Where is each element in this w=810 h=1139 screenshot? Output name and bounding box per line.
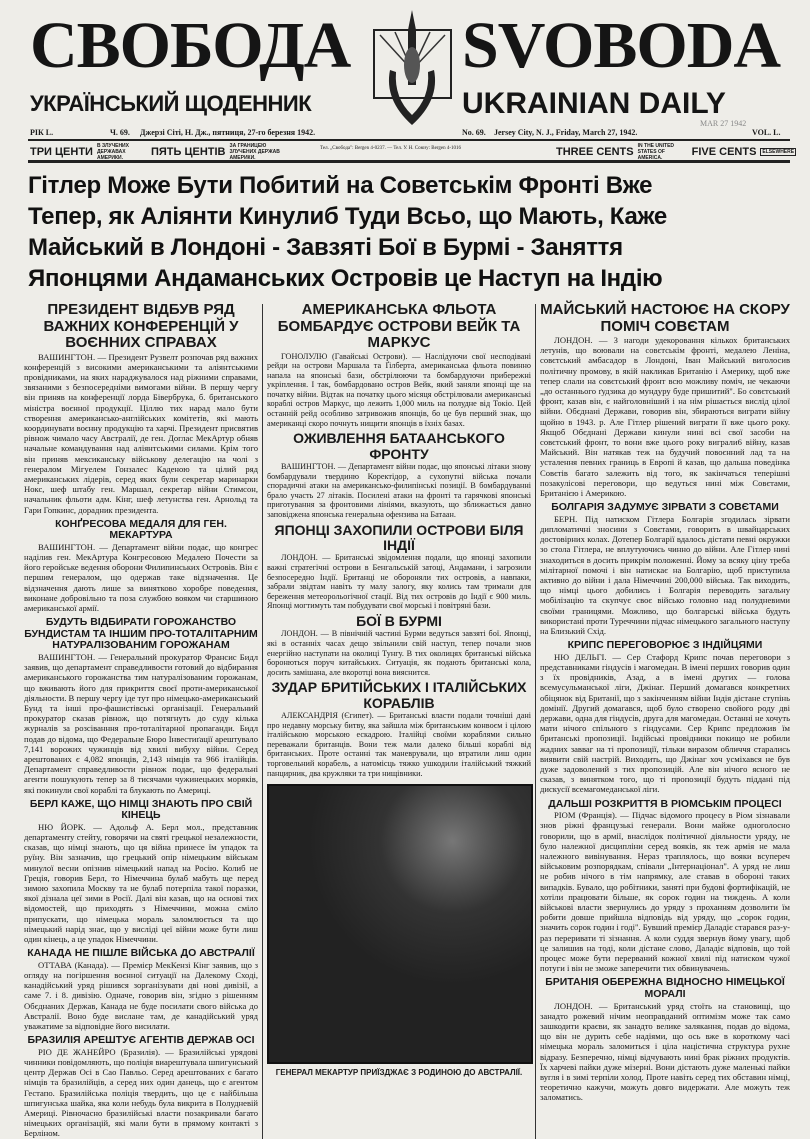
article-body: ЛОНДОН. — В північній частині Бурми ведуться завзяті бої. Японці, які в останніх часах дещо звільнили свій наступ, тепер почали знов енергійно наступати на околиці Тунгу. В тих околицях британські війська боронються поруч китайських. Ситуація, як подають британські кола, досить замішана, але вкоротці вона вияснится. xyxy=(267,629,531,677)
main-headline xyxy=(0,170,800,294)
article-headline: КОНҐРЕСОВА МЕДАЛЯ ДЛЯ ГЕН. МЕКАРТУРА xyxy=(55,517,227,542)
main-headline-line-2: Тепер, як Аліянти Кинулиб Туди Всьо, що Мають, Каже xyxy=(28,203,667,230)
article-body: ГОНОЛУЛЮ (Гавайські Острови). — Наслідуючи свої несподівані рейди на острови Маршала та Ґілберта, американська фльота повинно напала на японські бази, обстрілюючи та бомбардуючи прибережні укріплення. І так, бомбардовано остров Вейк, який заняли японці ще на початку війни. Відтак на початку цього місяця обстрілювали американські кораблі остров Маркус, що лежить 1,000 миль на полудне від Токіо. Цей останній рейд особливо затривожив японців, бо це був перший знак, що американці скоро почнуть нищити японців в їхніх базах. xyxy=(267,351,531,428)
date-en: Jersey City, N. J., Friday, March 27, 1942. xyxy=(494,128,638,137)
price-uk-2-note: ЗА ГРАНИЦЕЮ ЗЛУЧЕНИХ ДЕРЖАВ АМЕРИКИ. xyxy=(229,143,280,161)
article-body: РІОМ (Франція). — Підчас відомого процесу в Ріом зізнавали знов ріжні французькі генерали. Вони майже одноголосно говорили, що в армії, внаслідок політичної діяльности уряду, не було належної дисципліни серед вояків, як теж армія не мала належного вивінування. Нераз траплялось, що вояки всупереч військовим розпорядкам, співали „Інтернаціонал". А уряд не лиш не робив нічого в тім напрямку, але ставав в обороні таких випадків. Бувало, що робітники, заняті при будові фортифікацій, не хотіли працювати більше, як сорок годин на тиждень. А коли військові власти звернулись до уряду з проханням дозволити їм робити довше прийшла відповідь від уряду, що „сорок годин, значить сорок годин і годі". Бувший премієр Даладіє старався раз-у-раз переривати ті зізнання. А коли суддя звернув йому увагу, щоб це залишив на тоді, коли дістане слово, Даладіє відповів, що той процес може бути перерваний кожної хвилі під натиском чужої потуги і він не зможе заперечити тих обвинувачень. xyxy=(540,810,790,974)
year-label: РІК L. xyxy=(30,128,54,137)
masthead-subtitle-english: UKRAINIAN DAILY xyxy=(462,87,726,120)
price-bar-uk xyxy=(30,143,294,161)
column-divider xyxy=(535,304,536,1139)
columns xyxy=(0,302,810,1139)
article xyxy=(540,640,790,794)
price-en-1-note: IN THE UNITED STATES OF AMERICA. xyxy=(637,143,675,161)
masthead-title-ukrainian: СВОБОДА xyxy=(30,9,351,82)
price-uk-1: ТРИ ЦЕНТИ xyxy=(30,146,93,158)
price-en-2: FIVE CENTS xyxy=(691,146,757,158)
article-body: ВАШИНГТОН. — Генеральний прокуратор Франсис Бидл заявив, що департамент справедливости готовий до відбирання американського горожанства тим натуралізованим горожанам, що вживають його для прикриття своєї проти-американської діяльности. В першу чергу іде тут про німецько-американський Бунд та інші про-фашистівські організації. Генеральний прокуратор сказав рівнож, що потягнуть до суду кілька журналів за розсіванння про-тоталітарної пропаганди. Бидл подав до відома, що Федеральне Бюро Інвестиґації арештувало 7,141 ворожих чужинців від хвилі вибуху війни. Серед арештованих є 4,082 японців, 2,143 німців та 966 італійців. Департамент справедливости рівнож подає, що федеральні агенти пошукують тепер за 8 тисячами чужинецьких моряків, які покинули свої кораблі та блукають по Америці. xyxy=(24,651,258,795)
article xyxy=(24,1035,258,1138)
article xyxy=(267,523,531,611)
column-divider xyxy=(262,304,263,1139)
left-column xyxy=(24,302,258,1139)
article-headline: БОЛГАРІЯ ЗАДУМУЄ ЗІРВАТИ З СОВЄТАМИ xyxy=(551,501,779,514)
article-body: НЮ ЙОРК. — Адольф А. Берл мол., представник департаменту стейту, говорячи на святі грецької незалежности, сказав, що німці знають, що ця війна принесе їм упадок та руїну. Він зазначив, що грецький опір німецьким військам минулої весни опізнив німецький напад на Росію. Колиб не Греція, говорив Берл, то Німеччина булаб мабуть ще перед зимою захопила Москву та не булаб потерпіла такої поразки, якої дізнала цеї зими в Росії. Далі він казав, що на основі тих відомостей, що приходять з Німеччини, можна сміло припускати, що німецька мораль заломлюється та що німецький нарід знає, що у висліді цеї війни може бути лиш один кінець, а це упадок Німеччини. xyxy=(24,821,258,945)
price-en-2-note: ELSEWHERE xyxy=(762,149,795,155)
article xyxy=(267,302,531,428)
article-body: ЛОНДОН. — Британські звідомлення подали, що японці захопили важні стратегічні острови в Бенгальській затоці, Андамани, і загрозили безпосередно Індії. Британці не обороняли тих островів, а навпаки, забрали звідтам навіть ту малу залогу, яку колись там тримали для береження метеорольогічної стації. Від тих островів до Індії є 900 миль. Японці могтимуть там побудувати свої морські і повітряні бази. xyxy=(267,553,531,611)
article-headline: АМЕРИКАНСЬКА ФЛЬОТА БОМБАРДУЄ ОСТРОВИ ВЕЙК ТА МАРКУС xyxy=(277,301,521,351)
article xyxy=(540,302,790,498)
article-headline: ОЖИВЛЕННЯ БАТААНСЬКОГО ФРОНТУ xyxy=(293,430,505,462)
article xyxy=(540,799,790,974)
date-uk: Джерзі Сіті, Н. Дж., пятниця, 27-го березня 1942. xyxy=(140,128,316,137)
article-headline: КРИПС ПЕРЕГОВОРЮЄ З ІНДІЙЦЯМИ xyxy=(567,639,763,652)
article-body: БЕРН. Під натиском Гітлера Болгарія згодилась зірвати дипломатичні зносини з Совєтами, говорить в швайцарських достовірних колах. Дотепер Болгарії вдалось дістати певні окружки зо стола Гітлера, не вплутуючись чинно до війни. Але Гітлер нині знаходиться в досить прикрім положенні. Йому за всяку ціну треба мілітарної помочі і він натискає на Болгарію, щоб приступила активно до війни і дала Німеччині 200,000 війська. Так виходить, що німці цього добились і Болгарія переводить загальну мобілізацію та скупчує своє військо головно над полудневими своїми границями. Можливо, що болгарські війська будуть використані проти Туреччини підчас німецького загального наступу на Близький Схід. xyxy=(540,513,790,637)
article-headline: ЯПОНЦІ ЗАХОПИЛИ ОСТРОВИ БІЛЯ ІНДІЇ xyxy=(274,521,524,553)
article-body: ОТТАВА (Канада). — Премієр МекКензі Кінг заявив, що з огляду на погіршення воєнної ситуації на Далекому Сході, канадійський уряд рішився зорганізувати дві нові дивізії, а саме 7. і 8. дивізію. Одначе, говорив він, згідно з рішенням Обєднаних Держав, Канада не буде посилати свого війська до Австралії. Воно буде вислане там, де канадійський уряд уважатиме за відповідне його висилати. xyxy=(24,959,258,1032)
article-headline: ДАЛЬШІ РОЗКРИТТЯ В РІОМСЬКІМ ПРОЦЕСІ xyxy=(548,797,782,810)
article-body: ВАШИНГТОН. — Департамент війни подає, що японські літаки знову бомбардували твердиню Коректідор, а сухопутні війська почали спорадичні атаки на американсько-филипінські позиції. В бомбардуванні брало участь 27 літаків. Посилені атаки на фронті та гарячкові японські приготування за фронтовими лініями, вказують, що зближається давно заповіджена японська генеральна офензива на Батаан. xyxy=(267,462,531,519)
price-uk-1-note: В ЗЛУЧЕНИХ ДЕРЖАВАХ АМЕРИКИ. xyxy=(96,143,129,161)
article xyxy=(267,680,531,778)
article-body: АЛЕКСАНДРІЯ (Єгипет). — Британські власти подали точніші дані про недавну морську битву, яка зайшла між британським конвоєм і цілою італійською морською ескадрою. Італійці своїми кораблями сильно переважали британців. Вони теж мали далеко більші кораблі від британських. Проте останні так маневрували, що втратили лиш один торговельний корабель, а натомісць тяжко ушкодили італійський тяжкий панцирник, два кружляки та три нищівники. xyxy=(267,711,531,778)
article-headline: БОЇ В БУРМІ xyxy=(356,612,442,629)
article xyxy=(24,519,258,614)
phone-numbers: Тел. „Свобода": Bergen 4-0237. — Тел. У. Н. Союзу: Bergen 4-1016 xyxy=(320,146,462,151)
article-body: НЮ ДЕЛЬГІ. — Сер Стафорд Крипс почав переговори з представниками гіндусів і магомедан. В імені перших говорив один з їх провідників, Азад, а в імені других — голова всемусульманської ліги, Джінаг. Перший домагався конкретних обіцянок від Британії, що з закінченням війни Індія дістане ступінь домінії. Другий домагався, щоб було створено свойого роду дві держави, одна для гіндусів, друга для магомедан. Останні не хочуть мати нічого спільного з гіндусами. Сер Крипс предложив їм британські пропозиції. Індійські провідники покищо не робили жадних завваг на ті пропозиції, тільки виразом обличчя старались виявити свій настрій. Виходить, що Джінаг хоч усміхався не був дуже задоволений з тих пропозицій. Але він нічого ясного не сказав, з винятком того, що ті пропозиції будуть піддані під дискусії всемагомеданської ліги. xyxy=(540,651,790,795)
masthead-title-latin: SVOBODA xyxy=(462,9,781,82)
article-body: ЛОНДОН. — Британський уряд стоїть на становищі, що занадто рожевий нічим неоправданий оптимізм може так само зашкодити краєви, як занадто велике залякання, подав до відома, що він не дурить себе надіями, що ось вже в короткому часі німецька мораль заломиться і ціла націстична структура рухне відразу. Безперечно, німці відчувають нині брак ріжних продуктів. Їх харчеві пайки дуже мізерні. Вони дістають дуже маленькі пайки вугля і в зимі терпіли холод. Проте навіть серед тих обставин німці, теоретично кажучи, можуть довго видержати. Але можуть теж заломатись. xyxy=(540,1000,790,1103)
right-column xyxy=(540,302,790,1139)
price-en-1: THREE CENTS xyxy=(556,146,634,158)
page-body xyxy=(0,170,810,1139)
article-headline: БЕРЛ КАЖЕ, ЩО НІМЦІ ЗНАЮТЬ ПРО СВІЙ КІНЕЦЬ xyxy=(29,797,253,822)
article xyxy=(24,948,258,1031)
photo-caption: ГЕНЕРАЛ МЕКАРТУР ПРИЇЗДЖАЄ З РОДИНОЮ ДО АВСТРАЛІЇ. xyxy=(275,1068,523,1078)
article-headline: БРАЗИЛІЯ АРЕШТУЄ АГЕНТІВ ДЕРЖАВ ОСІ xyxy=(27,1034,255,1047)
article-body: РІО ДЕ ЖАНЕЙРО (Бразилія). — Бразилійські урядові чинники повідомляють, що поліція виарештувала шпигунський центр Держав Осі в Сао Павльо. Серед арештованих є багато німців та бразилійців, а серед них один данець, що є агентом Гестапо. Бразилійська поліція твердить, що це є найбільша шпигунська шайка, яка коли небудь була викрита в Полудневій Америці. Рівночасно бразилійські власти позакривали багато німецьких організацій, які мали бути в прямому контакті з Берліном. xyxy=(24,1046,258,1139)
article-headline: МАЙСЬКИЙ НАСТОЮЄ НА СКОРУ ПОМІЧ СОВЄТАМ xyxy=(540,301,790,335)
article xyxy=(24,617,258,794)
article xyxy=(24,799,258,945)
price-uk-2: ПЯТЬ ЦЕНТІВ xyxy=(150,146,226,158)
issue-number-en: No. 69. xyxy=(462,128,486,137)
article xyxy=(267,431,531,519)
middle-column xyxy=(267,302,531,1139)
article-body: ВАШИНГТОН. — Департамент війни подає, що конгрес наділив ген. МекАртура Конгресовою Медалею Почести за його геройське ведення оборони Филипинських Островів. Він є першим генералом, що одержав таке відзначення. Це відзначення дають лише за винятково хоробре поведення, виконане добровільно та поза службою вояком чи старшиною американської армії. xyxy=(24,541,258,614)
main-headline-line-3: Майський в Лондоні - Завзяті Бої в Бурмі - Заняття xyxy=(28,234,623,261)
article xyxy=(540,502,790,636)
article xyxy=(267,614,531,677)
article-body: ЛОНДОН. — З нагоди удекоровання кількох британських летунів, що воювали на совєтськім фронті, медалею Леніна, совєтський амбасадор в Лондоні, Іван Майський виголосив політичну промову, в якій накликав Британію і Америку, щоб вже тепер слали на совєтський фронт всю можливу поміч, не чекаючи „до останнього ґудзика до мундуру буде пришитий". Бо совєтський фронт, казав він, є найголовніший і на нім рішається вислід цілої війни. Обєднані Держави, говорив він, збираються виграти війну щойно в 1943. р. Але Гітлер рішений виграти її вже цього року. Якщоб Обєднані Держави кинули нині всі свої засоби на совєтський фронт, то вони вже цього року виграли6 війну, казав Майський. Він натякав теж на будучий повоєнний лад та на усталення певних границь в Европі й казав, що дальша поведінка Совєтів багато залежить від того, як закінчаться теперішні позакулісові переговори, що ведуться нині між Совєтами, Британією і Америкою. xyxy=(540,335,790,499)
volume-label: VOL. L. xyxy=(752,128,781,137)
issue-number-uk: Ч. 69. xyxy=(110,128,130,137)
article-headline: КАНАДА НЕ ПІШЛЕ ВІЙСЬКА ДО АВСТРАЛІЇ xyxy=(27,947,255,960)
photo-macarthur-family xyxy=(267,784,533,1064)
article-headline: ПРЕЗИДЕНТ ВІДБУВ РЯД ВАЖНИХ КОНФЕРЕНЦІЙ У ВОЄННИХ СПРАВАХ xyxy=(43,301,239,351)
trident-emblem-icon xyxy=(370,10,455,130)
article-headline: БРИТАНІЯ ОБЕРЕЖНА ВІДНОСНО НІМЕЦЬКОЇ МОРАЛІ xyxy=(545,976,785,1000)
article-headline: БУДУТЬ ВІДБИРАТИ ГОРОЖАНСТВО БУНДИСТАМ ТА ІНШИМ ПРО-ТОТАЛІТАРНИМ НАТУРАЛІЗОВАНИМ ГОРОЖАНАМ xyxy=(24,616,258,652)
article-headline: ЗУДАР БРИТІЙСЬКИХ І ІТАЛІЙСЬКИХ КОРАБЛІВ xyxy=(271,679,527,711)
price-bar-en xyxy=(556,143,796,161)
main-headline-line-4: Японцями Андаманських Островів це Наступ на Індію xyxy=(28,265,663,292)
date-stamp: MAR 27 1942 xyxy=(700,119,747,128)
article xyxy=(24,302,258,515)
article-body: ВАШИНГТОН. — Президент Рузвелт розпочав ряд важних конференцій з високими американськими та аліянтськими провідниками, на яких нараджувалося над ріжними справами, звязаними з безпосередніми вимогами війни. В першу чергу він приняв на конференції лорда Бівербрука, б. британського міністра воєнної продукції. Ціллю тих нарад мало бути створення американсько-англійських комітетів, які мають координувати воєнну продукцію та харчі. Президент присвятив рівнож чимало часу Австралії, де ген. Доглас МекАртур обняв начальне командування над аліянтськими силами. Крім того він приняв мексиканську військову делегацію на чолі з генералом Мігуелем Гонзалес Каденою та цілий ряд американських лідерів, серед яких були секретар маринарки Нокс, шеф штабу ген. Маршал, секретар війни Стимсон, начальник фльоти адм. Кінг, шеф летунства ген. Арнольд та Гари Гопкинс, дорадник президента. xyxy=(24,351,258,515)
main-headline-line-1: Гітлер Може Бути Побитий на Советськім Фронті Вже xyxy=(28,172,653,199)
masthead-subtitle-ukrainian: УКРАЇНСЬКИЙ ЩОДЕННИК xyxy=(30,91,312,116)
